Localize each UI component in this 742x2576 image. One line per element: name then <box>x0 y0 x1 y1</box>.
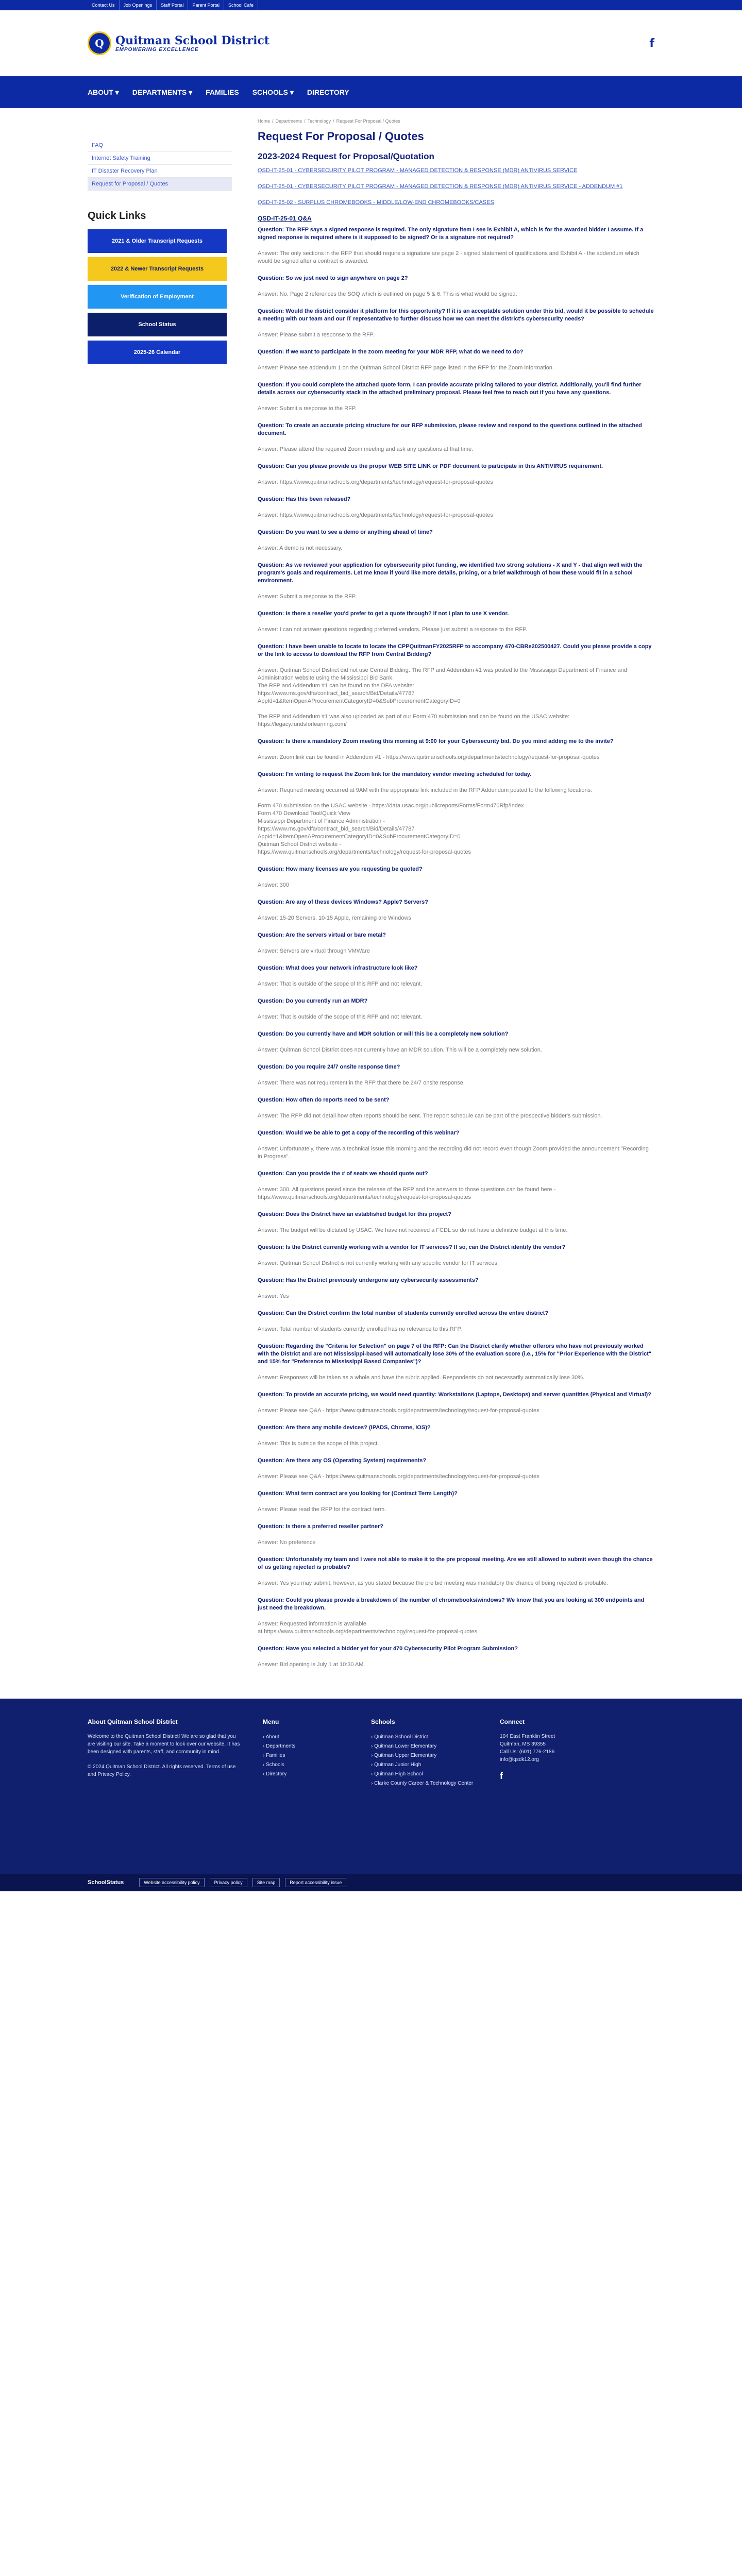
bottom-bar-link[interactable]: Report accessibility issue <box>285 1878 346 1887</box>
breadcrumb-separator: / <box>304 118 306 124</box>
footer-menu-link[interactable]: › Departments <box>263 1742 350 1751</box>
qa-item <box>258 1645 654 1669</box>
qa-item <box>258 422 654 453</box>
footer-menu <box>263 1718 350 1788</box>
side-menu-item[interactable]: Internet Safety Training <box>88 152 232 165</box>
answer-text: Answer: 300. All questions posed since the release of the RFP and the answers to those questions can be found here - https://www.quitmanschools.org/departments/technology/request-for-proposal-quotes <box>258 1187 556 1200</box>
question-text: Question: Regarding the "Criteria for Selection" on page 7 of the RFP: Can the District clarify whether offerors who have not previously worked with the District and are not Mississippi-based will automatically lose 30% of the evaluation score (i.e., 15% for "Prior Experience with the District" and 15% for "Preference to Mississippi Based Companies")? <box>258 1343 652 1365</box>
question-text: Question: Do you want to see a demo or anything ahead of time? <box>258 529 433 535</box>
qa-item <box>258 348 654 372</box>
footer-contact-line: Quitman, MS 39355 <box>500 1741 546 1747</box>
question-text: Question: What term contract are you looking for (Contract Term Length)? <box>258 1490 458 1497</box>
question-text: Question: Are any of these devices Windows? Apple? Servers? <box>258 899 428 905</box>
question-text: Question: The RFP says a signed response is required. The only signature item I see is Exhibit A, which is for the awarded bidder I assume. If a signed response is required where is it supposed to be signed? Or is a signature not required? <box>258 227 644 241</box>
qa-item <box>258 964 654 988</box>
utility-link[interactable]: Parent Portal <box>188 0 224 10</box>
question-text: Question: Would we be able to get a copy of the recording of this webinar? <box>258 1130 460 1136</box>
breadcrumb-separator: / <box>333 118 334 124</box>
quick-link-button[interactable]: School Status <box>88 313 227 336</box>
question-text: Question: I'm writing to request the Zoom link for the mandatory vendor meeting scheduled for today. <box>258 771 532 777</box>
answer-text: Answer: Please see Q&A - https://www.quitmanschools.org/departments/technology/request-for-proposal-quotes <box>258 1473 539 1480</box>
answer-text: Answer: Submit a response to the RFP. <box>258 594 357 600</box>
question-text: Question: How often do reports need to be sent? <box>258 1097 390 1103</box>
answer-text: Answer: There was not requirement in the RFP that there be 24/7 onsite response. <box>258 1080 465 1086</box>
qa-item <box>258 226 654 265</box>
question-text: Question: Can you provide the # of seats we should quote out? <box>258 1171 428 1177</box>
answer-text: Answer: A demo is not necessary. <box>258 545 343 551</box>
district-tagline: EMPOWERING EXCELLENCE <box>115 46 199 53</box>
answer-text: Answer: Please read the RFP for the contract term. <box>258 1506 386 1513</box>
footer-school-link[interactable]: › Quitman Lower Elementary <box>371 1742 479 1751</box>
bottom-bar <box>0 1874 742 1891</box>
footer-about-text: Welcome to the Quitman School District! We are so glad that you are visiting our site. Take a moment to look over our website. It has been designed with parents, staff, and community in mind. <box>88 1734 240 1755</box>
answer-text: Answer: Please submit a response to the RFP. <box>258 332 375 338</box>
qa-item <box>258 1310 654 1333</box>
side-menu-item[interactable]: FAQ <box>88 139 232 152</box>
answer-text: Answer: No preference <box>258 1539 316 1546</box>
qa-item <box>258 1277 654 1300</box>
question-text: Question: What does your network infrastructure look like? <box>258 965 418 971</box>
footer-menu-link[interactable]: › About <box>263 1733 350 1742</box>
answer-text: Answer: https://www.quitmanschools.org/departments/technology/request-for-proposal-quotes <box>258 479 493 485</box>
utility-bar <box>0 0 742 10</box>
question-text: Question: Would the district consider it platform for this opportunity? If it is an acceptable solution under this bid, would it be possible to schedule a meeting with our team and our IT representative to further discuss how we can meet the district's cybersecurity needs? <box>258 308 654 322</box>
answer-text: Answer: This is outside the scope of this project. <box>258 1440 379 1447</box>
schoolstatus-logo[interactable]: SchoolStatus <box>88 1879 124 1886</box>
question-text: Question: Do you currently have and MDR solution or will this be a completely new solution? <box>258 1031 509 1037</box>
main-nav <box>0 76 742 108</box>
answer-text: Answer: Bid opening is July 1 at 10:30 AM. <box>258 1662 365 1668</box>
answer-text: Answer: Please see addendum 1 on the Quitman School District RFP page listed in the RFP for the Zoom information. <box>258 365 554 371</box>
nav-item[interactable]: ABOUT ▾ <box>88 88 119 96</box>
qa-item <box>258 1063 654 1087</box>
utility-links <box>88 0 654 10</box>
qa-item <box>258 1343 654 1382</box>
answer-text: Answer: The RFP did not detail how often reports should be sent. The report schedule can be part of the prospective bidder's submission. <box>258 1113 602 1119</box>
qa-item <box>258 463 654 486</box>
footer-school-link[interactable]: › Clarke County Career & Technology Center <box>371 1779 479 1788</box>
question-text: Question: If we want to participate in the zoom meeting for your MDR RFP, what do we need to do? <box>258 349 524 355</box>
footer-school-link[interactable]: › Quitman High School <box>371 1770 479 1779</box>
footer-menu-link[interactable]: › Families <box>263 1751 350 1760</box>
answer-text: Answer: Please attend the required Zoom meeting and ask any questions at that time. <box>258 446 474 452</box>
sidebar <box>88 116 232 1678</box>
answer-text: Answer: Yes <box>258 1293 289 1299</box>
footer-school-link[interactable]: › Quitman School District <box>371 1733 479 1742</box>
qa-item <box>258 643 654 728</box>
question-text: Question: To provide an accurate pricing, we would need quantity: Workstations (Laptops, Desktops) and server quantities (Physical and Virtual)? <box>258 1392 652 1398</box>
answer-text: Answer: https://www.quitmanschools.org/departments/technology/request-for-proposal-quotes <box>258 512 493 518</box>
utility-link[interactable]: Contact Us <box>88 0 120 10</box>
qa-item <box>258 1170 654 1201</box>
breadcrumb-item: Request For Proposal / Quotes <box>336 118 400 124</box>
qa-item <box>258 562 654 601</box>
qa-item <box>258 381 654 413</box>
quick-link-button[interactable]: 2022 & Newer Transcript Requests <box>88 257 227 281</box>
question-text: Question: Are there any OS (Operating System) requirements? <box>258 1458 427 1464</box>
answer-text: Answer: Responses will be taken as a whole and have the rubric applied. Respondents do not necessarily automatically lose 30%. <box>258 1375 585 1381</box>
answer-text: Answer: Servers are virtual through VMWare <box>258 948 370 954</box>
answer-text: Answer: The only sections in the RFP that should require a signature are page 2 - signed statement of qualifications and Exhibit A - the addendum which would be signed after a contract is awarded. <box>258 250 639 264</box>
qa-item <box>258 1424 654 1448</box>
qa-item <box>258 1556 654 1587</box>
breadcrumb-item[interactable]: Technology <box>307 118 331 124</box>
breadcrumb <box>258 118 654 124</box>
document-link[interactable]: QSD-IT-25-01 - CYBERSECURITY PILOT PROGRAM - MANAGED DETECTION & RESPONSE (MDR) ANTIVIRUS SERVICE - ADDENDUM #1 <box>258 183 623 190</box>
footer-contact-line[interactable]: Call Us: (601) 776-2186 <box>500 1749 555 1755</box>
qa-item <box>258 275 654 298</box>
answer-text: Answer: Quitman School District does not currently have an MDR solution. This will be a completely new solution. <box>258 1047 542 1053</box>
main-content <box>258 116 654 1678</box>
qa-item <box>258 899 654 922</box>
quick-link-button[interactable]: Verification of Employment <box>88 285 227 309</box>
quick-link-button[interactable]: 2025-26 Calendar <box>88 341 227 364</box>
answer-text: Answer: I can not answer questions regarding preferred vendors. Please just submit a response to the RFP. <box>258 626 528 633</box>
question-text: Question: I have been unable to locate to locate the CPPQuitmanFY2025RFP to accompany 470-CBRe202500427. Could you please provide a copy or the link to access to download the RFP from Central Bidding? <box>258 643 652 657</box>
qa-item <box>258 1030 654 1054</box>
question-text: Question: Do you require 24/7 onsite response time? <box>258 1064 400 1070</box>
question-text: Question: Is there a reseller you'd prefer to get a quote through? If not I plan to use X vendor. <box>258 611 509 617</box>
question-text: Question: Is there a mandatory Zoom meeting this morning at 9:00 for your Cybersecurity bid. Do you mind adding me to the invite? <box>258 738 614 744</box>
answer-text: Answer: 15-20 Servers, 10-15 Apple, remaining are Windows <box>258 915 411 921</box>
question-text: Question: Can you please provide us the proper WEB SITE LINK or PDF document to participate in this ANTIVIRUS requirement. <box>258 463 603 469</box>
utility-link[interactable]: Staff Portal <box>157 0 188 10</box>
qa-item <box>258 610 654 634</box>
question-text: Question: Unfortunately my team and I were not able to make it to the pre proposal meeting. Are we still allowed to submit even though the chance of us getting rejected is probable? <box>258 1556 653 1570</box>
site-header <box>0 10 742 76</box>
footer-connect-title: Connect <box>500 1718 525 1725</box>
qa-item <box>258 1523 654 1547</box>
qa-item <box>258 866 654 889</box>
answer-text: Answer: No. Page 2 references the SOQ which is outlined on page 5 & 6. This is what would be signed. <box>258 291 517 297</box>
qa-item <box>258 308 654 339</box>
side-menu-item[interactable]: Request for Proposal / Quotes <box>88 178 232 191</box>
answer-text: Answer: Quitman School District did not use Central Bidding. The RFP and Addendum #1 was posted to the Mississippi Department of Finance and Administration website using the Mississippi Bid Bank. The RFP and Addendum #1 can be found on the DFA website: https://www.ms.gov/dfa/contract_bid_search/Bid/Details/47787 AppId=1&ItemOpenAProcurementCategoryID=0&SubProcurementCategoryID=0 The RFP and Addendum #1 was also uploaded as part of our Form 470 submission and can be found on the USAC website: https://legacy.fundsforlearning.com/ <box>258 667 627 727</box>
question-text: Question: As we reviewed your application for cybersecurity pilot funding, we identified two strong solutions - X and Y - that align well with the program's goals and requirements. Let me know if you'd like more details, pricing, or a brief walkthrough of how these would fit in a school environment. <box>258 562 643 584</box>
qa-item <box>258 1244 654 1267</box>
question-text: Question: Could you please provide a breakdown of the number of chromebooks/windows? We know that you are looking at 300 endpoints and just need the breakdown. <box>258 1597 645 1611</box>
footer-contact-line[interactable]: info@qsdk12.org <box>500 1757 539 1762</box>
footer-about <box>88 1718 242 1788</box>
footer-school-link[interactable]: › Quitman Upper Elementary <box>371 1751 479 1760</box>
bottom-bar-link[interactable]: Website accessibility policy <box>139 1878 204 1887</box>
footer-schools-title: Schools <box>371 1718 395 1725</box>
qa-title: QSD-IT-25-01 Q&A <box>258 215 312 222</box>
section-title: 2023-2024 Request for Proposal/Quotation <box>258 151 434 161</box>
question-text: Question: Does the District have an established budget for this project? <box>258 1211 451 1217</box>
footer-menu-link[interactable]: › Schools <box>263 1760 350 1770</box>
question-text: Question: Have you selected a bidder yet for your 470 Cybersecurity Pilot Program Submission? <box>258 1646 518 1652</box>
bottom-bar-link[interactable]: Privacy policy <box>210 1878 247 1887</box>
site-footer <box>0 1699 742 1874</box>
footer-school-link[interactable]: › Quitman Junior High <box>371 1760 479 1770</box>
nav-item[interactable]: DIRECTORY <box>307 88 349 96</box>
qa-item <box>258 1129 654 1161</box>
breadcrumb-item[interactable]: Departments <box>275 118 302 124</box>
question-text: Question: Are there any mobile devices? (iPADS, Chrome, iOS)? <box>258 1425 431 1431</box>
question-text: Question: Has this been released? <box>258 496 351 502</box>
qa-item <box>258 1597 654 1636</box>
facebook-icon[interactable]: f <box>649 37 654 50</box>
quick-link-button[interactable]: 2021 & Older Transcript Requests <box>88 229 227 253</box>
nav-item[interactable]: DEPARTMENTS ▾ <box>132 88 193 96</box>
qa-item <box>258 1211 654 1234</box>
question-text: Question: Is the District currently working with a vendor for IT services? If so, can the District identify the vendor? <box>258 1244 566 1250</box>
answer-text: Answer: Total number of students currently enrolled has no relevance to this RFP. <box>258 1326 462 1332</box>
qa-item <box>258 931 654 955</box>
footer-contact-line: 104 East Franklin Street <box>500 1734 555 1739</box>
qa-item <box>258 1490 654 1514</box>
document-link[interactable]: QSD-IT-25-01 - CYBERSECURITY PILOT PROGRAM - MANAGED DETECTION & RESPONSE (MDR) ANTIVIRUS SERVICE <box>258 167 578 174</box>
document-links <box>258 167 654 207</box>
answer-text: Answer: Unfortunately, there was a technical issue this morning and the recording did not record even though Zoom provided the announcement "Recording in Progress". <box>258 1146 649 1160</box>
question-text: Question: Has the District previously undergone any cybersecurity assessments? <box>258 1277 479 1283</box>
qa-item <box>258 1391 654 1415</box>
answer-text: Answer: Quitman School District is not currently working with any specific vendor for IT services. <box>258 1260 499 1266</box>
utility-link[interactable]: School Cafe <box>224 0 258 10</box>
answer-text: Answer: Please see Q&A - https://www.quitmanschools.org/departments/technology/request-for-proposal-quotes <box>258 1408 539 1414</box>
answer-text: Answer: That is outside of the scope of this RFP and not relevant. <box>258 981 423 987</box>
qa-list <box>258 226 654 1669</box>
question-text: Question: Are the servers virtual or bare metal? <box>258 932 386 938</box>
footer-menu-title: Menu <box>263 1718 279 1725</box>
facebook-icon[interactable]: f <box>500 1771 503 1781</box>
quick-links-title: Quick Links <box>88 210 146 222</box>
utility-link[interactable]: Job Openings <box>120 0 157 10</box>
question-text: Question: Is there a preferred reseller partner? <box>258 1523 383 1530</box>
question-text: Question: Can the District confirm the total number of students currently enrolled across the entire district? <box>258 1310 549 1316</box>
section-menu <box>88 139 232 191</box>
question-text: Question: So we just need to sign anywhere on page 2? <box>258 275 408 281</box>
footer-menu-link[interactable]: › Directory <box>263 1770 350 1779</box>
qa-item <box>258 771 654 856</box>
answer-text: Answer: The budget will be dictated by USAC. We have not received a FCDL so do not have a definitive budget at this time. <box>258 1227 568 1233</box>
question-text: Question: How many licenses are you requesting be quoted? <box>258 866 423 872</box>
answer-text: Answer: 300 <box>258 882 290 888</box>
quick-links <box>88 229 232 364</box>
question-text: Question: Do you currently run an MDR? <box>258 998 368 1004</box>
document-link[interactable]: QSD-IT-25-02 - SURPLUS CHROMEBOOKS - MIDDLE/LOW-END CHROMEBOOKS/CASES <box>258 199 494 206</box>
qa-item <box>258 529 654 552</box>
footer-schools <box>371 1718 479 1788</box>
bottom-bar-link[interactable]: Site map <box>252 1878 280 1887</box>
answer-text: Answer: Required meeting occurred at 9AM with the appropriate link included in the RFP Addendum posted to the following locations: Form 470 submission on the USAC website - https://data.usac.org/publicreports/Forms/Form470Rfp/Index Form 470 Download Tool/Quick View Mississippi Department of Finance Administration - https://www.ms.gov/dfa/contract_bid_search/Bid/Details/47787 AppId=1&ItemOpenAProcurementCategoryID=0&SubProcurementCategoryID=0 Quitman School District website - https://www.quitmanschools.org/departments/technology/request-for-proposal-quotes <box>258 787 593 855</box>
qa-item <box>258 1096 654 1120</box>
question-text: Question: To create an accurate pricing structure for our RFP submission, please review and respond to the questions outlined in the attached document. <box>258 422 642 436</box>
footer-copyright: © 2024 Quitman School District. All rights reserved. Terms of use and Privacy Policy. <box>88 1764 236 1777</box>
answer-text: Answer: Submit a response to the RFP. <box>258 405 357 412</box>
answer-text: Answer: Requested information is available at https://www.quitmanschools.org/departments/technology/request-for-proposal-quotes <box>258 1621 478 1635</box>
qa-item <box>258 738 654 761</box>
nav-item[interactable]: FAMILIES <box>206 88 239 96</box>
nav-item[interactable]: SCHOOLS ▾ <box>252 88 294 96</box>
answer-text: Answer: That is outside of the scope of this RFP and not relevant. <box>258 1014 423 1020</box>
qa-item <box>258 997 654 1021</box>
breadcrumb-separator: / <box>272 118 274 124</box>
district-logo[interactable] <box>88 31 269 55</box>
answer-text: Answer: Yes you may submit, however, as you stated because the pre bid meeting was mandatory the chance of being rejected is probable. <box>258 1580 608 1586</box>
footer-about-title: About Quitman School District <box>88 1718 178 1725</box>
page-title: Request For Proposal / Quotes <box>258 130 424 143</box>
qa-item <box>258 1457 654 1481</box>
district-name: Quitman School District <box>115 33 269 47</box>
question-text: Question: If you could complete the attached quote form, I can provide accurate pricing tailored to your district. Additionally, you'll find further details across our cybersecurity stack in the attached preliminary proposal. Please feel free to reach out if you have any questions. <box>258 382 642 396</box>
breadcrumb-item[interactable]: Home <box>258 118 271 124</box>
logo-mark-icon: Q <box>88 31 111 55</box>
qa-item <box>258 496 654 519</box>
answer-text: Answer: Zoom link can be found in Addendum #1 - https://www.quitmanschools.org/departments/technology/request-for-proposal-quotes <box>258 754 600 760</box>
footer-connect <box>500 1718 603 1788</box>
side-menu-item[interactable]: IT Disaster Recovery Plan <box>88 165 232 178</box>
